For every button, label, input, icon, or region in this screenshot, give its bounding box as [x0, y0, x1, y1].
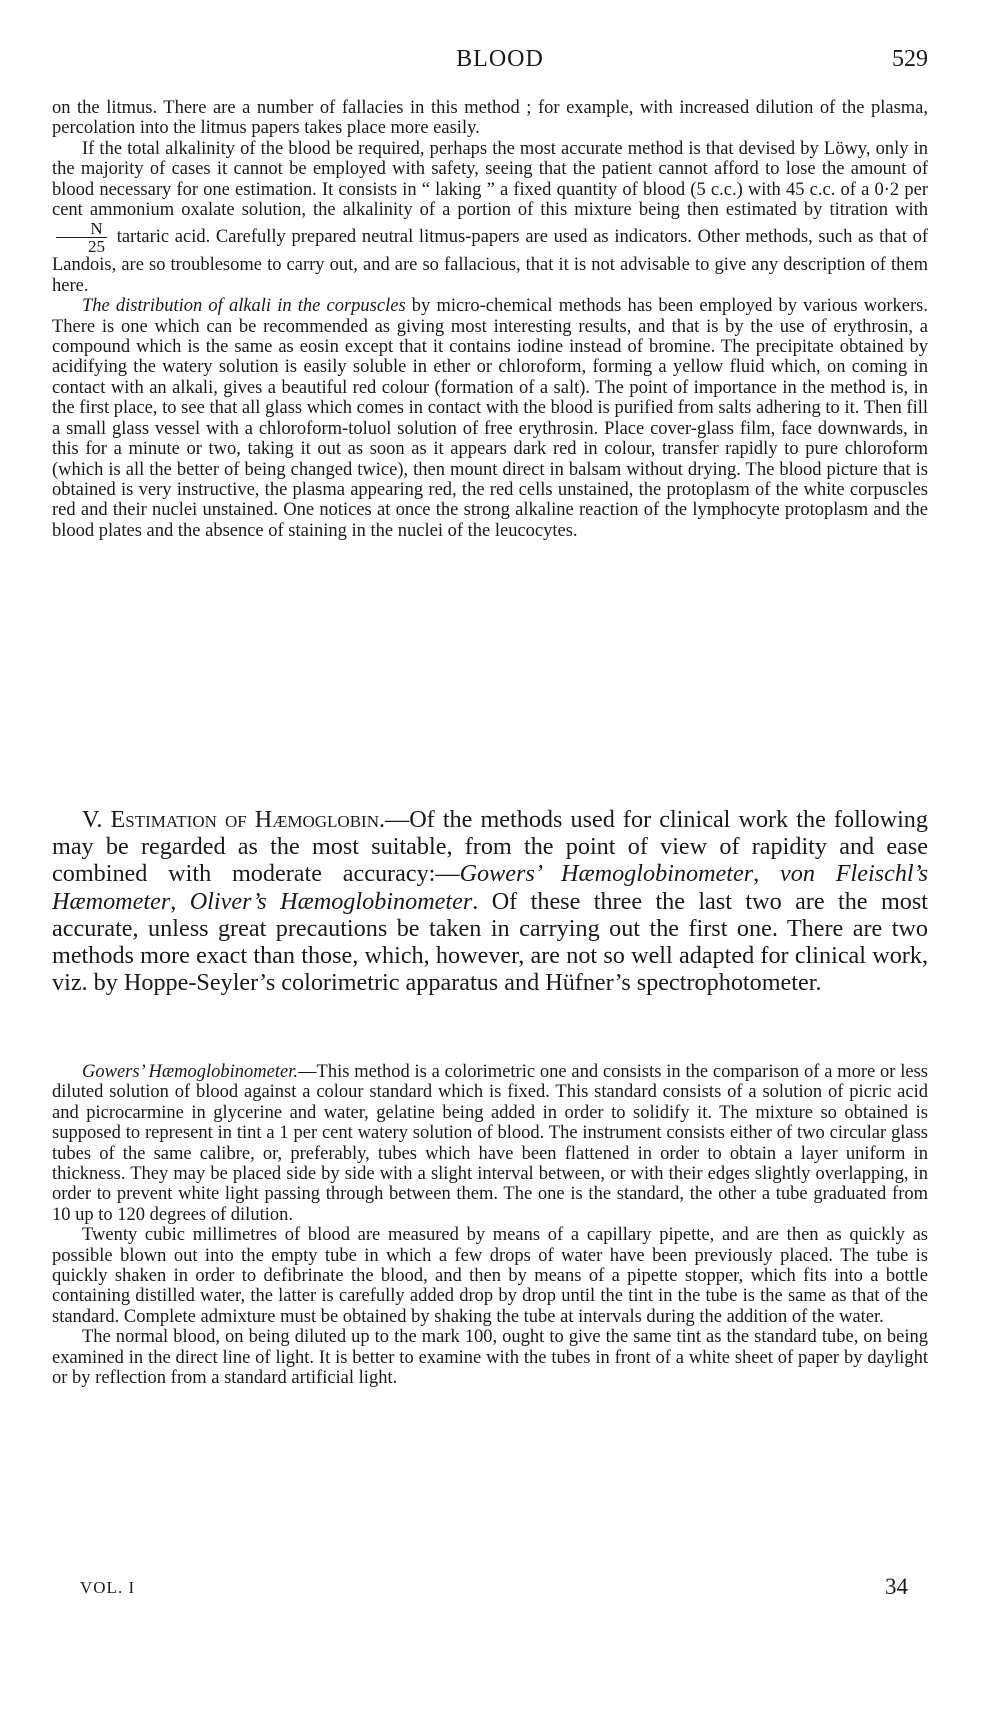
section-v-paragraph	[52, 806, 928, 996]
gowers-heading: Gowers’ Hæmoglobinometer.	[82, 1062, 299, 1082]
paragraph-total-alkalinity	[52, 139, 928, 296]
gowers-text: —This method is a colorimetric one and consists in the comparison of a more or less diluted solution of blood against a colour standard which is fixed. This standard consists of a solution of picric acid and picrocarmine in glycerine and water, gelatine being added in order to solidify it. The mixture so obtained is supposed to represent in tint a 1 per cent watery solution of blood. The instrument consists either of two circular glass tubes of the same calibre, or, preferably, tubes which have been flattened in order to obtain a layer uniform in thickness. They may be placed side by side with a slight interval between, or with their edges slightly overlapping, in order to prevent white light passing through between them. The one is the standard, the other a tube graduated from 10 up to 120 degrees of dilution.	[52, 1062, 928, 1225]
upper-text-block	[52, 98, 928, 541]
volume-label: VOL. I	[80, 1578, 136, 1597]
section-v-text-1: —Of the methods used for clinical work the following may be regarded as the most suitable, from the point of view of rapidity and ease combined with moderate accuracy:—	[52, 806, 928, 888]
distribution-italic: The distribution of alkali in the corpuscles	[82, 296, 406, 317]
running-title: BLOOD	[456, 46, 544, 72]
fleischl-name: von Fleischl’s Hæmometer	[52, 860, 928, 915]
section-v-heading: Estimation of Hæmoglobin.	[110, 806, 386, 833]
separator: ,	[753, 860, 781, 888]
signature-mark: 34	[885, 1574, 908, 1599]
section-v-numeral: V.	[82, 806, 111, 833]
alkalinity-text-after: tartaric acid. Carefully prepared neutral litmus-papers are used as indicators. Other methods, such as that of Landois, are so troublesome to carry out, and are so fallacious, that it is not advisable to give any description of them here.	[52, 227, 928, 296]
distribution-text: by micro-chemical methods has been employed by various workers. There is one which can be recommended as giving most interesting results, and that is by the use of erythrosin, a compound which is the same as eosin except that it contains iodine instead of bromine. The precipitate obtained by acidifying the watery solution is easily soluble in ether or chloroform, forming a yellow fluid which, on coming in contact with an alkali, gives a beautiful red colour (formation of a salt). The point of importance in the method is, in the first place, to see that all glass which comes in contact with the blood is purified from salts adhering to it. Then fill a small glass vessel with a chloroform-toluol solution of free erythrosin. Place cover-glass film, face downwards, in this for a minute or two, taking it out as soon as it appears dark red in colour, transfer rapidly to pure chloroform (which is all the better of being changed twice), then mount direct in balsam without drying. The blood picture that is obtained is very instructive, the plasma appearing red, the red cells unstained, the protoplasm of the white corpuscles red and their nuclei unstained. One notices at once the strong alkaline reaction of the lymphocyte protoplasm and the blood plates and the absence of staining in the nuclei of the leucocytes.	[52, 296, 929, 541]
alkalinity-text-before: If the total alkalinity of the blood be required, perhaps the most accurate method is that devised by Löwy, only in the majority of cases it cannot be employed with safety, seeing that the patient cannot afford to lose the amount of blood necessary for one estimation. It consists in “ laking ” a fixed quantity of blood (5 c.c.) with 45 c.c. of a 0·2 per cent ammonium oxalate solution, the alkalinity of a portion of this mixture being then estimated by titration with	[52, 138, 928, 221]
gowers-name: Gowers’ Hæmoglobinometer	[459, 860, 754, 888]
running-header	[0, 46, 1000, 76]
paragraph-twenty-cubic: Twenty cubic millimetres of blood are measured by means of a capillary pipette, and are then as quickly as possible blown out into the empty tube in which a few drops of water have been previously placed. The tube is quickly shaken in order to defibrinate the blood, and then by means of a pipette stopper, which fits into a bottle containing distilled water, the latter is carefully added drop by drop until the tint in the tube is the same as that of the standard. Complete admixture must be obtained by shaking the tube at intervals during the addition of the water.	[52, 1225, 928, 1327]
section-v-text-2: . Of these three the last two are the most accurate, unless great precautions be taken in carrying out the first one. There are two methods more exact than those, which, however, are not so well adapted for clinical work, viz. by Hoppe-Seyler’s colorimetric apparatus and Hüfner’s spectrophotometer.	[52, 887, 928, 997]
fraction-n-25	[56, 220, 107, 255]
paragraph-gowers	[52, 1062, 928, 1225]
fraction-numerator: N	[56, 220, 107, 238]
separator: ,	[170, 887, 190, 915]
paragraph-distribution-alkali	[52, 296, 928, 541]
page-footer	[0, 1574, 1000, 1604]
lower-text-block	[52, 1062, 928, 1389]
section-v-estimation	[52, 806, 928, 996]
paragraph-litmus: on the litmus. There are a number of fallacies in this method ; for example, with increased dilution of the plasma, percolation into the litmus papers takes place more easily.	[52, 98, 928, 139]
page-number: 529	[892, 46, 928, 72]
fraction-denominator: 25	[88, 237, 105, 257]
oliver-name: Oliver’s Hæmoglobinometer	[189, 887, 473, 915]
paragraph-normal-blood: The normal blood, on being diluted up to the mark 100, ought to give the same tint as the standard tube, on being examined in the direct line of light. It is better to examine with the tubes in front of a white sheet of paper by daylight or by reflection from a standard artificial light.	[52, 1327, 928, 1389]
